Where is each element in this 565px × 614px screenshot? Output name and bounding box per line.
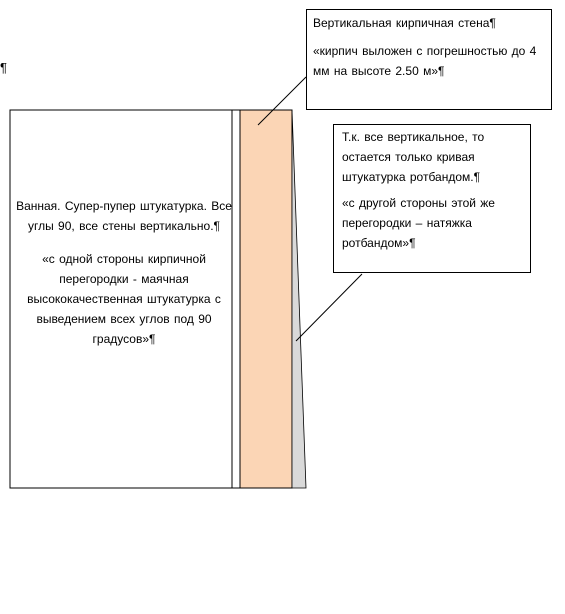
- plaster-callout-text: Т.к. все вертикальное, то остается только кривая штукатурка ротбандом.¶: [342, 130, 485, 184]
- wall-callout-title: Вертикальная кирпичная стена¶: [313, 16, 496, 30]
- brick-wall: [240, 110, 292, 488]
- rotband-plaster-wedge: [292, 110, 306, 488]
- plaster-callout-quote: «с другой стороны этой же перегородки – натяжка ротбандом»¶: [342, 196, 495, 250]
- plaster-callout-box: [333, 124, 531, 273]
- bathroom-description: Ванная. Супер-пупер штукатурка. Все углы 90, все стены вертикально.¶: [16, 199, 232, 233]
- wall-callout-note: «кирпич выложен с погрешностью до 4 мм на высоте 2.50 м»¶: [313, 44, 537, 78]
- plaster-callout-leader: [296, 274, 362, 341]
- paragraph-mark: ¶: [0, 60, 7, 75]
- bathroom-text: [14, 196, 234, 349]
- wall-callout-box: [306, 9, 552, 110]
- bathroom-quote: «с одной стороны кирпичной перегородки - маячная высококачественная штукатурка с выведением всех углов под 90 градусов»¶: [27, 252, 221, 346]
